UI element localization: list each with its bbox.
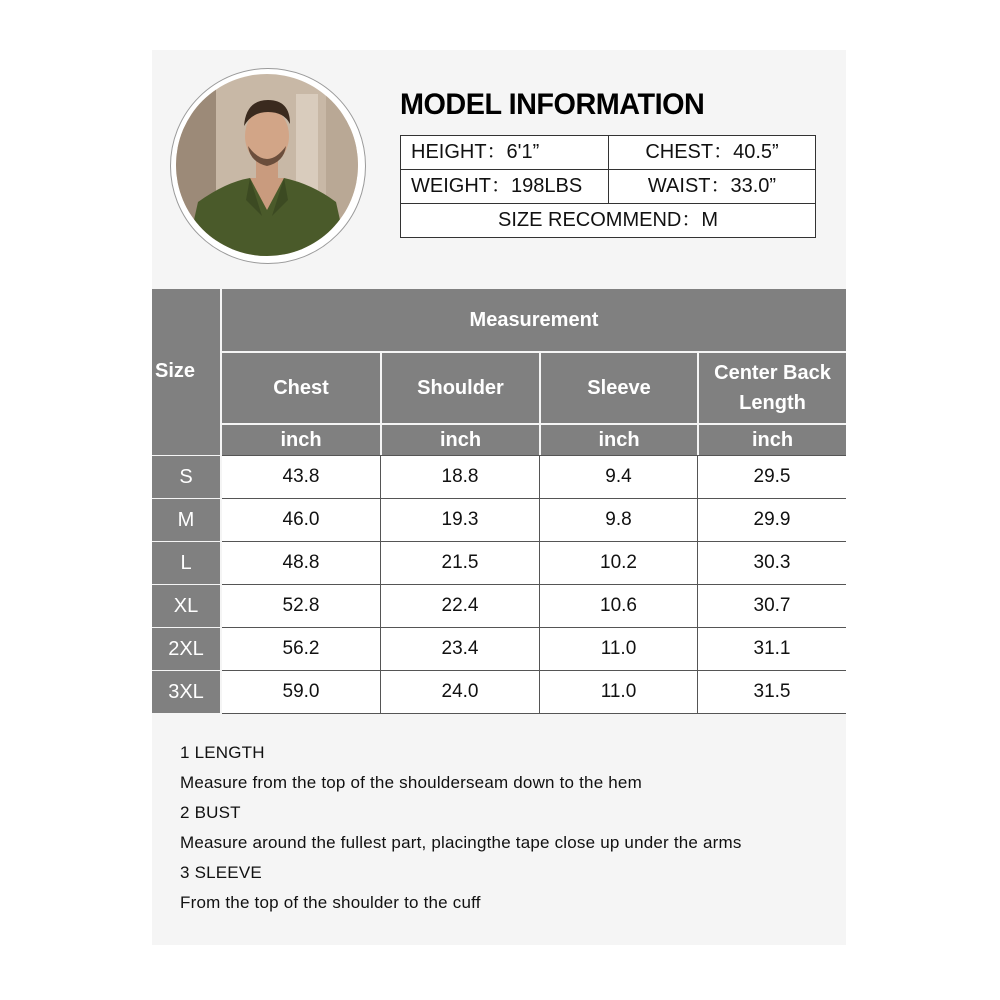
chest-value: 52.8: [282, 595, 320, 616]
size-label-m: M: [152, 499, 220, 541]
model-row-2: [401, 170, 815, 204]
shoulder-value: 22.4: [380, 585, 539, 627]
sleeve-value: 9.8: [539, 499, 697, 541]
center-back-length-value: 31.5: [697, 671, 846, 713]
center-back-length-value: 30.7: [697, 585, 846, 627]
sleeve-column-header: Sleeve: [541, 353, 697, 423]
model-row-3: [401, 204, 815, 237]
measurement-group-header: Measurement: [222, 289, 846, 351]
note-bust-text: Measure around the fullest part, placingthe tape close up under the arms: [180, 833, 742, 852]
chest-value: 43.8: [282, 466, 320, 487]
size-label-xl: XL: [152, 585, 220, 627]
shoulder-column-header: Shoulder: [382, 353, 539, 423]
table-row: [222, 542, 846, 585]
note-sleeve-text: From the top of the shoulder to the cuff: [180, 893, 481, 912]
model-chest: CHEST：40.5”: [645, 141, 779, 163]
chest-value: 46.0: [282, 509, 320, 530]
shoulder-value: 23.4: [380, 628, 539, 670]
model-weight: WEIGHT：198LBS: [401, 170, 609, 203]
size-label-2xl: 2XL: [152, 628, 220, 670]
sleeve-value: 11.0: [539, 671, 697, 713]
shoulder-value: 21.5: [380, 542, 539, 584]
table-row: [222, 628, 846, 671]
chest-unit: inch: [222, 425, 380, 455]
chest-value: 56.2: [282, 638, 320, 659]
center-back-length-value: 30.3: [697, 542, 846, 584]
center-back-length-value: 31.1: [697, 628, 846, 670]
sleeve-value: 11.0: [539, 628, 697, 670]
size-column-header: Size: [152, 289, 220, 455]
sleeve-unit: inch: [541, 425, 697, 455]
note-length-text: Measure from the top of the shoulderseam down to the hem: [180, 773, 642, 792]
model-row-1: [401, 136, 815, 170]
note-bust-heading: 2 BUST: [180, 803, 241, 822]
center-back-length-value: 29.9: [697, 499, 846, 541]
size-label-s: S: [152, 456, 220, 498]
model-height: HEIGHT：6'1”: [401, 136, 609, 169]
center-back-length-value: 29.5: [697, 456, 846, 498]
model-info-title: MODEL INFORMATION: [400, 88, 705, 121]
center-back-length-unit: inch: [699, 425, 846, 455]
chest-value: 48.8: [282, 552, 320, 573]
note-length-heading: 1 LENGTH: [180, 743, 265, 762]
sleeve-value: 10.6: [539, 585, 697, 627]
model-photo-illustration: [176, 74, 358, 256]
chest-column-header: Chest: [222, 353, 380, 423]
shoulder-value: 24.0: [380, 671, 539, 713]
shoulder-value: 19.3: [380, 499, 539, 541]
shoulder-value: 18.8: [380, 456, 539, 498]
model-size-recommend: SIZE RECOMMEND：M: [498, 209, 718, 231]
model-avatar: [176, 74, 358, 256]
table-row: [222, 585, 846, 628]
table-row: [222, 499, 846, 542]
table-row: [222, 671, 846, 714]
size-label-l: L: [152, 542, 220, 584]
size-label-3xl: 3XL: [152, 671, 220, 713]
sleeve-value: 10.2: [539, 542, 697, 584]
model-waist: WAIST：33.0”: [647, 175, 777, 197]
chest-value: 59.0: [282, 681, 320, 702]
measurement-grid: [222, 455, 846, 714]
sleeve-value: 9.4: [539, 456, 697, 498]
model-info-table: [400, 135, 816, 238]
table-row: [222, 456, 846, 499]
measurement-notes: [180, 738, 840, 918]
center-back-length-column-header: Center Back Length: [699, 353, 846, 423]
shoulder-unit: inch: [382, 425, 539, 455]
size-guide-card: [152, 50, 846, 945]
note-sleeve-heading: 3 SLEEVE: [180, 863, 262, 882]
